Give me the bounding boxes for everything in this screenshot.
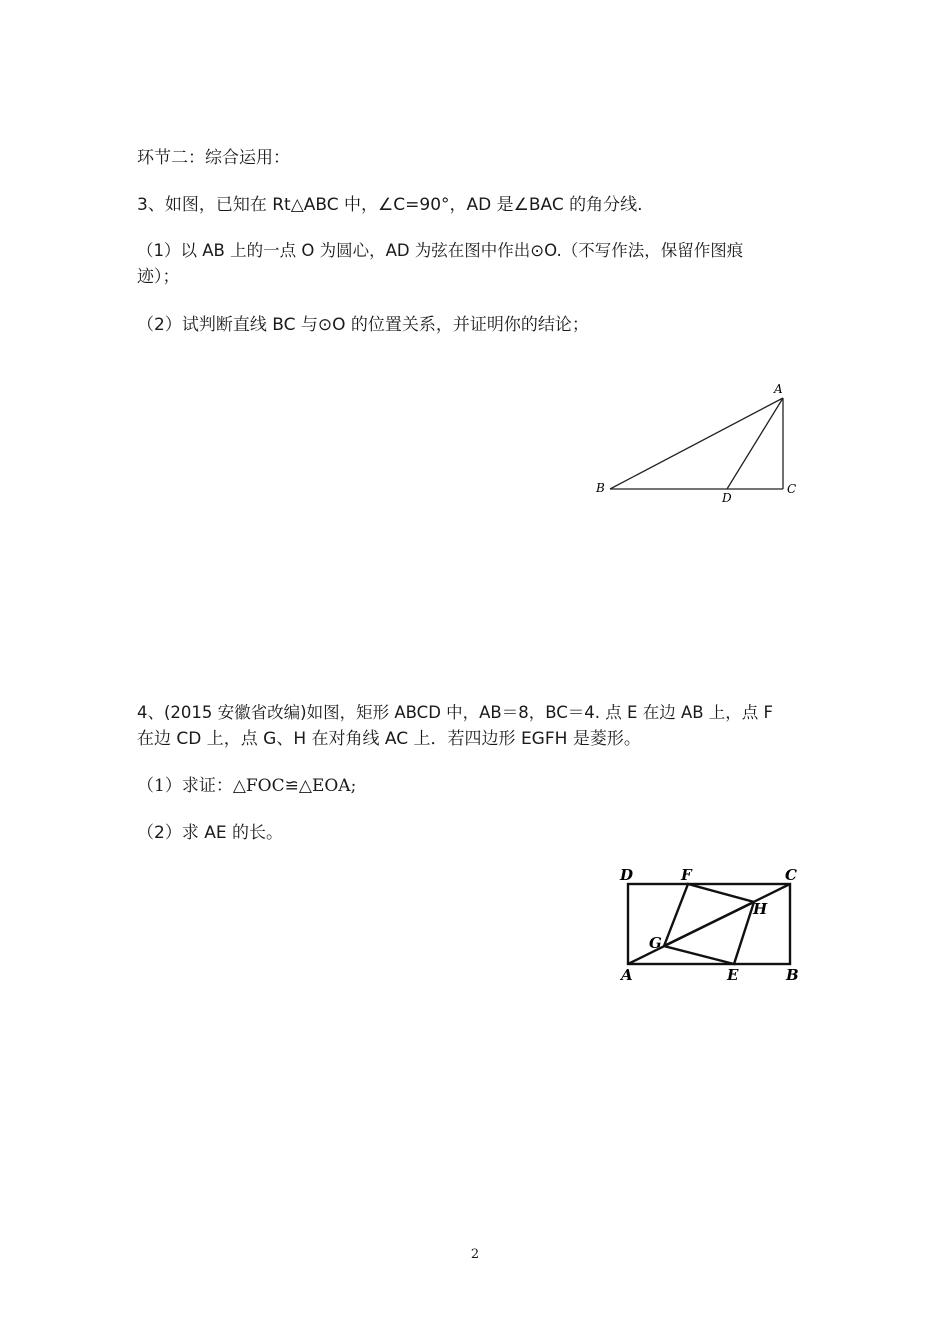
rectangle-figure bbox=[610, 862, 815, 987]
label-E: E bbox=[727, 966, 739, 984]
label-A: A bbox=[621, 966, 633, 984]
label-D: D bbox=[620, 866, 634, 884]
problem3-part1-line1: （1）以 AB 上的一点 O 为圆心，AD 为弦在图中作出⊙O.（不写作法，保留作图痕 bbox=[137, 241, 744, 260]
section-heading: 环节二：综合运用： bbox=[137, 148, 290, 168]
label-H: H bbox=[753, 900, 768, 918]
label-D: D bbox=[722, 491, 732, 505]
triangle-figure bbox=[590, 380, 810, 505]
label-C: C bbox=[785, 866, 797, 884]
side-AB bbox=[610, 398, 783, 489]
problem4-part1: （1）求证：△FOC≌△EOA; bbox=[137, 776, 357, 796]
problem3-part2: （2）试判断直线 BC 与⊙O 的位置关系，并证明你的结论； bbox=[137, 315, 589, 335]
label-G: G bbox=[649, 934, 662, 952]
bisector-AD bbox=[727, 398, 783, 489]
problem4-part2: （2）求 AE 的长。 bbox=[137, 823, 283, 843]
problem3-stem: 3、如图，已知在 Rt△ABC 中，∠C=90°，AD 是∠BAC 的角分线. bbox=[137, 195, 643, 215]
label-F: F bbox=[681, 866, 692, 884]
problem4-stem-line1: 4、(2015 安徽省改编)如图，矩形 ABCD 中，AB＝8，BC＝4. 点 E 在边 AB 上，点 F bbox=[137, 703, 774, 722]
page-number: 2 bbox=[470, 1247, 480, 1262]
problem4-stem-line2: 在边 CD 上，点 G、H 在对角线 AC 上．若四边形 EGFH 是菱形。 bbox=[137, 729, 641, 749]
problem3-part1-line2: 迹）； bbox=[137, 267, 180, 287]
label-A: A bbox=[774, 382, 783, 396]
label-C: C bbox=[787, 482, 797, 496]
label-B: B bbox=[596, 481, 605, 495]
label-B: B bbox=[786, 966, 799, 984]
